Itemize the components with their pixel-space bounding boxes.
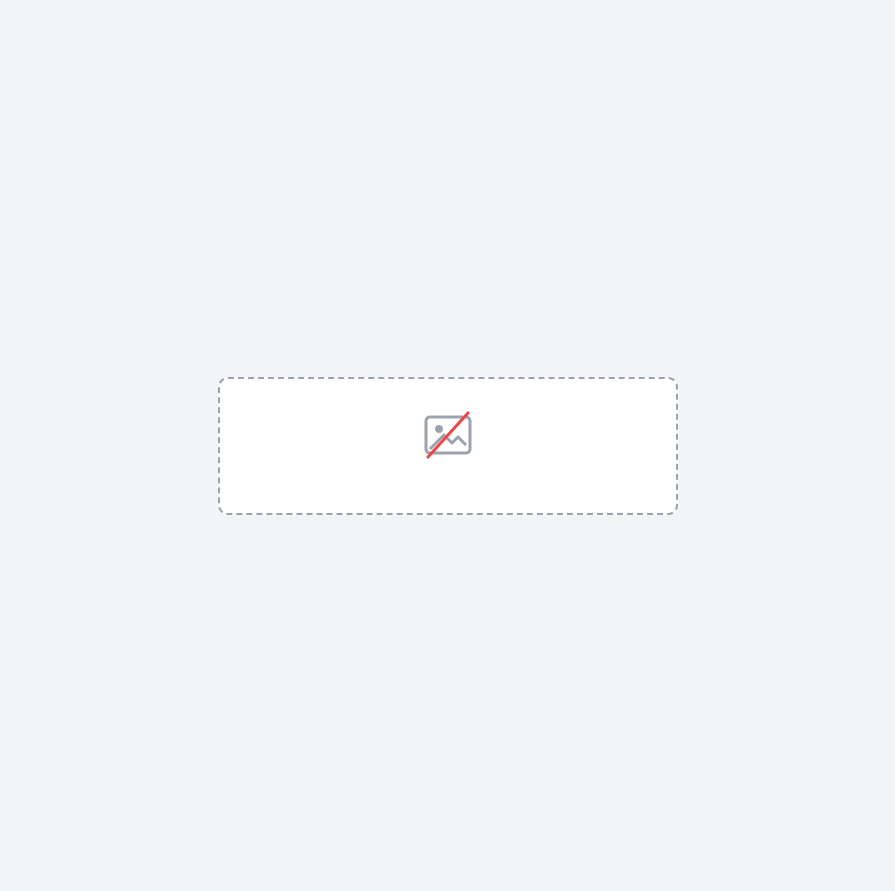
image-missing-icon [420, 407, 476, 463]
missing-screenshot-notice [218, 377, 678, 515]
